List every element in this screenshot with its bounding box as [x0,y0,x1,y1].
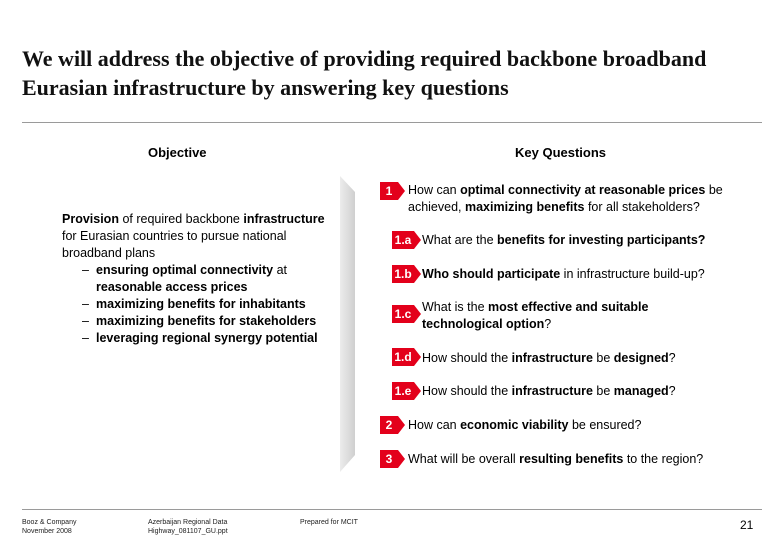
question-text: How can optimal connectivity at reasonable prices be achieved, maximizing benefits for all stakeholders? [408,183,723,214]
question-badge: 3 [380,450,398,468]
key-questions-header: Key Questions [515,145,607,160]
question-badge: 1.a [392,231,414,249]
question-text: What are the benefits for investing participants? [422,233,706,247]
objective-text [62,211,327,347]
objective-item: – leveraging regional synergy potential [82,331,318,345]
objective-item: – ensuring optimal connectivity at reasonable access prices [82,263,288,294]
footer-company: Booz & Company November 2008 [22,519,77,535]
question-badge: 1.d [392,348,414,366]
question-text: What is the most effective and suitable technological option? [422,300,649,331]
slide-title: We will address the objective of providing required backbone broadband Eurasian infrastructure by answering key questions [22,46,707,100]
objective-item: – maximizing benefits for stakeholders [82,314,317,328]
footer-document: Azerbaijan Regional Data Highway_081107_GU.ppt [148,519,228,535]
page-number: 21 [740,518,754,532]
objective-intro: Provision of required backbone infrastructure for Eurasian countries to pursue national broadband plans [62,212,325,260]
objective-item: – maximizing benefits for inhabitants [82,297,306,311]
question-badge: 1.c [392,305,414,323]
footer-prepared-for: Prepared for MCIT [300,519,358,526]
question-badge: 1.b [392,265,414,283]
question-badge: 2 [380,416,398,434]
question-text: What will be overall resulting benefits to the region? [408,452,704,466]
footer-divider [22,509,762,510]
question-text: How should the infrastructure be designed? [422,351,676,365]
question-text: How can economic viability be ensured? [408,418,642,432]
question-text: How should the infrastructure be managed? [422,384,676,398]
question-text: Who should participate in infrastructure build-up? [422,267,705,281]
question-badge: 1 [380,182,398,200]
objective-header: Objective [148,145,207,160]
question-badge: 1.e [392,382,414,400]
